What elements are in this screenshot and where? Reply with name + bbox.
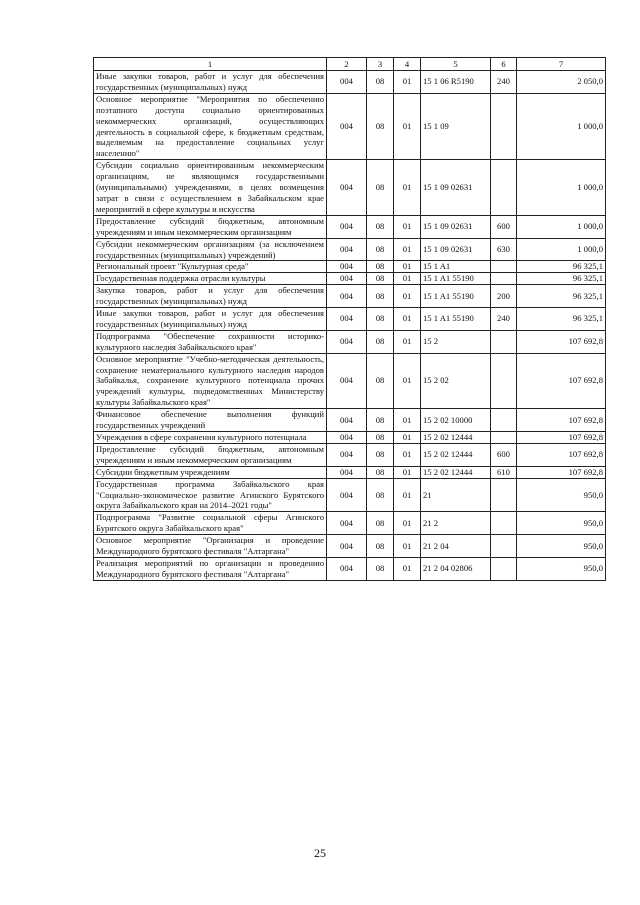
cell-ministry-code: 004: [327, 466, 367, 478]
cell-expense-type: [491, 273, 517, 285]
cell-ministry-code: 004: [327, 285, 367, 308]
cell-section-code: 08: [367, 261, 394, 273]
cell-expense-type: 200: [491, 285, 517, 308]
table-row: [94, 466, 606, 478]
cell-target-article: 15 2: [421, 330, 491, 353]
line-item-name: Учреждения в сфере сохранения культурного потенциала: [94, 432, 327, 444]
line-item-name: Подпрограмма "Развитие социальной сферы Агинского Бурятского округа Забайкальского края": [94, 512, 327, 535]
cell-expense-type: [491, 353, 517, 409]
cell-ministry-code: 004: [327, 409, 367, 432]
cell-ministry-code: 004: [327, 478, 367, 512]
table-row: [94, 160, 606, 216]
cell-amount: 2 050,0: [517, 71, 606, 94]
cell-section-code: 08: [367, 409, 394, 432]
cell-ministry-code: 004: [327, 71, 367, 94]
column-header-1: 1: [94, 58, 327, 71]
line-item-name: Государственная поддержка отрасли культуры: [94, 273, 327, 285]
column-header-3: 3: [367, 58, 394, 71]
cell-target-article: 15 1 A1 55190: [421, 273, 491, 285]
cell-section-code: 08: [367, 285, 394, 308]
cell-ministry-code: 004: [327, 330, 367, 353]
cell-subsection-code: 01: [394, 353, 421, 409]
cell-ministry-code: 004: [327, 308, 367, 331]
cell-subsection-code: 01: [394, 160, 421, 216]
cell-amount: 96 325,1: [517, 261, 606, 273]
line-item-name: Предоставление субсидий бюджетным, автономным учреждениям и иным некоммерческим организациям: [94, 215, 327, 238]
cell-ministry-code: 004: [327, 261, 367, 273]
cell-subsection-code: 01: [394, 273, 421, 285]
cell-ministry-code: 004: [327, 443, 367, 466]
cell-ministry-code: 004: [327, 160, 367, 216]
budget-table: [93, 57, 606, 581]
cell-subsection-code: 01: [394, 409, 421, 432]
cell-target-article: 21 2 04 02806: [421, 557, 491, 580]
cell-target-article: 15 2 02 12444: [421, 443, 491, 466]
table-row: [94, 512, 606, 535]
cell-section-code: 08: [367, 432, 394, 444]
cell-expense-type: 630: [491, 238, 517, 261]
table-row: [94, 557, 606, 580]
cell-target-article: 15 2 02 12444: [421, 466, 491, 478]
cell-amount: 107 692,8: [517, 409, 606, 432]
table-row: [94, 353, 606, 409]
cell-amount: 1 000,0: [517, 160, 606, 216]
cell-target-article: 15 2 02 12444: [421, 432, 491, 444]
cell-target-article: 15 1 A1 55190: [421, 285, 491, 308]
cell-section-code: 08: [367, 353, 394, 409]
table-row: [94, 409, 606, 432]
table-row: [94, 273, 606, 285]
cell-section-code: 08: [367, 557, 394, 580]
cell-expense-type: 610: [491, 466, 517, 478]
cell-expense-type: [491, 432, 517, 444]
table-row: [94, 443, 606, 466]
cell-section-code: 08: [367, 512, 394, 535]
line-item-name: Государственная программа Забайкальского края "Социально-экономическое развитие Агинского Бурятского округа Забайкальского края на 2014–2021 годы": [94, 478, 327, 512]
table-row: [94, 535, 606, 558]
cell-target-article: 21 2 04: [421, 535, 491, 558]
cell-section-code: 08: [367, 330, 394, 353]
cell-section-code: 08: [367, 71, 394, 94]
cell-amount: 950,0: [517, 535, 606, 558]
table-row: [94, 215, 606, 238]
cell-target-article: 21: [421, 478, 491, 512]
cell-expense-type: [491, 330, 517, 353]
cell-ministry-code: 004: [327, 432, 367, 444]
cell-subsection-code: 01: [394, 466, 421, 478]
cell-subsection-code: 01: [394, 215, 421, 238]
cell-target-article: 15 1 09 02631: [421, 238, 491, 261]
cell-expense-type: [491, 409, 517, 432]
cell-section-code: 08: [367, 93, 394, 159]
cell-amount: 107 692,8: [517, 353, 606, 409]
cell-ministry-code: 004: [327, 238, 367, 261]
cell-section-code: 08: [367, 535, 394, 558]
cell-ministry-code: 004: [327, 512, 367, 535]
line-item-name: Субсидии социально ориентированным некоммерческим организациям, не являющимся государственными (муниципальными) учреждениями, в целях возмещения затрат в связи с осуществлением в Забайкальском крае мероприятий в сфере культуры и искусства: [94, 160, 327, 216]
cell-expense-type: [491, 557, 517, 580]
cell-target-article: 15 2 02: [421, 353, 491, 409]
cell-subsection-code: 01: [394, 557, 421, 580]
cell-amount: 950,0: [517, 512, 606, 535]
table-row: [94, 261, 606, 273]
cell-target-article: 15 1 09: [421, 93, 491, 159]
table-row: [94, 71, 606, 94]
line-item-name: Основное мероприятие "Организация и проведение Международного бурятского фестиваля "Алтаргана": [94, 535, 327, 558]
cell-subsection-code: 01: [394, 238, 421, 261]
table-row: [94, 285, 606, 308]
cell-section-code: 08: [367, 308, 394, 331]
cell-section-code: 08: [367, 215, 394, 238]
cell-expense-type: [491, 512, 517, 535]
line-item-name: Финансовое обеспечение выполнения функций государственных учреждений: [94, 409, 327, 432]
cell-subsection-code: 01: [394, 71, 421, 94]
cell-subsection-code: 01: [394, 443, 421, 466]
cell-target-article: 15 1 A1 55190: [421, 308, 491, 331]
cell-amount: 107 692,8: [517, 330, 606, 353]
cell-section-code: 08: [367, 443, 394, 466]
cell-section-code: 08: [367, 273, 394, 285]
cell-ministry-code: 004: [327, 535, 367, 558]
cell-expense-type: [491, 160, 517, 216]
cell-amount: 1 000,0: [517, 215, 606, 238]
table-row: [94, 238, 606, 261]
line-item-name: Иные закупки товаров, работ и услуг для обеспечения государственных (муниципальных) нужд: [94, 71, 327, 94]
table-row: [94, 308, 606, 331]
cell-target-article: 15 2 02 10000: [421, 409, 491, 432]
cell-subsection-code: 01: [394, 285, 421, 308]
cell-expense-type: 240: [491, 71, 517, 94]
cell-amount: 950,0: [517, 557, 606, 580]
cell-amount: 96 325,1: [517, 308, 606, 331]
cell-expense-type: [491, 93, 517, 159]
line-item-name: Подпрограмма "Обеспечение сохранности историко-культурного наследия Забайкальского края": [94, 330, 327, 353]
column-header-6: 6: [491, 58, 517, 71]
cell-section-code: 08: [367, 466, 394, 478]
cell-ministry-code: 004: [327, 93, 367, 159]
cell-expense-type: [491, 478, 517, 512]
cell-amount: 1 000,0: [517, 238, 606, 261]
line-item-name: Региональный проект "Культурная среда": [94, 261, 327, 273]
cell-target-article: 15 1 06 R5190: [421, 71, 491, 94]
column-header-4: 4: [394, 58, 421, 71]
line-item-name: Предоставление субсидий бюджетным, автономным учреждениям и иным некоммерческим организациям: [94, 443, 327, 466]
line-item-name: Иные закупки товаров, работ и услуг для обеспечения государственных (муниципальных) нужд: [94, 308, 327, 331]
line-item-name: Закупка товаров, работ и услуг для обеспечения государственных (муниципальных) нужд: [94, 285, 327, 308]
cell-ministry-code: 004: [327, 353, 367, 409]
cell-amount: 96 325,1: [517, 285, 606, 308]
cell-target-article: 15 1 09 02631: [421, 160, 491, 216]
cell-expense-type: 600: [491, 215, 517, 238]
cell-ministry-code: 004: [327, 557, 367, 580]
cell-amount: 107 692,8: [517, 443, 606, 466]
table-body: [94, 71, 606, 581]
header-row: [94, 58, 606, 71]
cell-amount: 950,0: [517, 478, 606, 512]
cell-amount: 107 692,8: [517, 432, 606, 444]
cell-expense-type: [491, 535, 517, 558]
table-row: [94, 432, 606, 444]
column-header-7: 7: [517, 58, 606, 71]
cell-amount: 1 000,0: [517, 93, 606, 159]
cell-subsection-code: 01: [394, 330, 421, 353]
table-row: [94, 330, 606, 353]
cell-section-code: 08: [367, 160, 394, 216]
cell-subsection-code: 01: [394, 261, 421, 273]
column-header-5: 5: [421, 58, 491, 71]
line-item-name: Субсидии некоммерческим организациям (за исключением государственных (муниципальных) учреждений): [94, 238, 327, 261]
cell-expense-type: 600: [491, 443, 517, 466]
cell-subsection-code: 01: [394, 535, 421, 558]
cell-target-article: 15 1 A1: [421, 261, 491, 273]
cell-subsection-code: 01: [394, 478, 421, 512]
cell-subsection-code: 01: [394, 93, 421, 159]
cell-subsection-code: 01: [394, 512, 421, 535]
page-number: 25: [314, 846, 326, 860]
cell-subsection-code: 01: [394, 432, 421, 444]
cell-amount: 107 692,8: [517, 466, 606, 478]
line-item-name: Основное мероприятие "Мероприятия по обеспечению поэтапного доступа социально ориентированных некоммерческих организаций, осуществляющих деятельность в социальной сфере, к бюджетным средствам, выделяемым на предоставление социальных услуг населению": [94, 93, 327, 159]
cell-ministry-code: 004: [327, 215, 367, 238]
line-item-name: Реализация мероприятий по организации и проведению Международного бурятского фестиваля "Алтаргана": [94, 557, 327, 580]
table-row: [94, 478, 606, 512]
column-header-2: 2: [327, 58, 367, 71]
cell-subsection-code: 01: [394, 308, 421, 331]
cell-target-article: 15 1 09 02631: [421, 215, 491, 238]
line-item-name: Субсидии бюджетным учреждениям: [94, 466, 327, 478]
cell-expense-type: 240: [491, 308, 517, 331]
cell-section-code: 08: [367, 478, 394, 512]
table-row: [94, 93, 606, 159]
cell-ministry-code: 004: [327, 273, 367, 285]
cell-expense-type: [491, 261, 517, 273]
cell-target-article: 21 2: [421, 512, 491, 535]
cell-amount: 96 325,1: [517, 273, 606, 285]
cell-section-code: 08: [367, 238, 394, 261]
line-item-name: Основное мероприятие "Учебно-методическая деятельность, сохранение нематериального культурного наследия народов Забайкалья, сохранение культурного потенциала прочих учреждений культуры, подведомственных Министерству культуры Забайкальского края": [94, 353, 327, 409]
